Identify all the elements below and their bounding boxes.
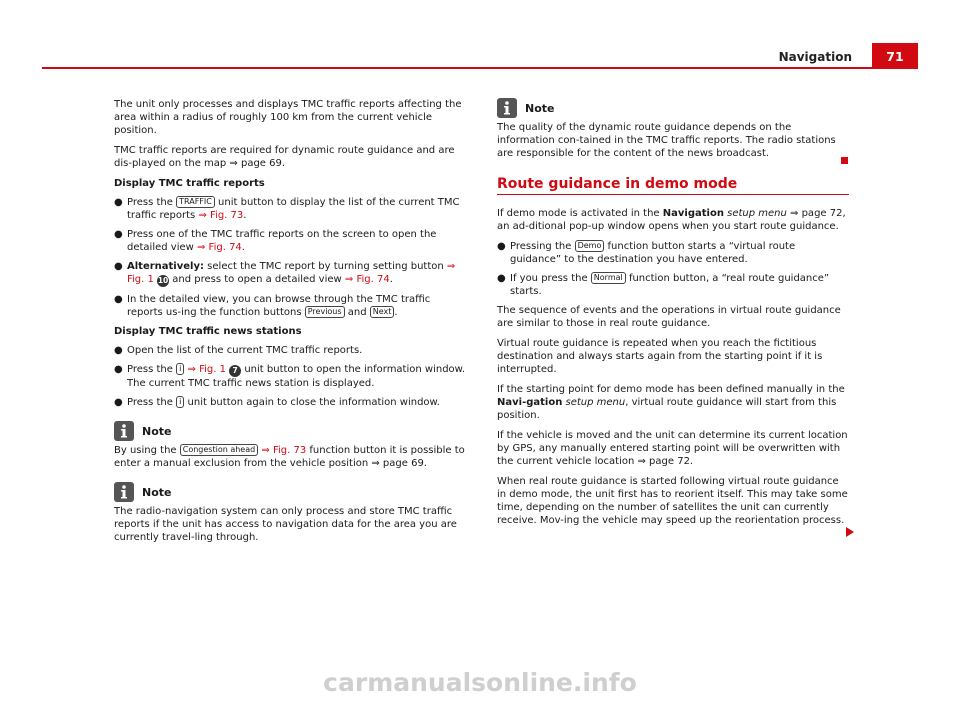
bullet-icon: ● — [114, 229, 123, 240]
header-title: Navigation — [778, 50, 852, 64]
bullet-icon: ● — [114, 197, 123, 208]
note-label: Note — [142, 424, 172, 438]
callout-number: 7 — [229, 365, 241, 377]
list-item: ● Pressing the Demo function button starts a “virtual route guidance” to the destination you have entered. — [497, 241, 796, 265]
figure-link[interactable]: ⇒ Fig. 74 — [344, 274, 390, 285]
figure-link[interactable]: ⇒ Fig. 73 — [198, 210, 244, 221]
paragraph: If the vehicle is moved and the unit can determine its current location by GPS, any manually entered starting point will be overwritten with the current vehicle location ⇒ page 72. — [497, 430, 848, 467]
menu-name: Navigation — [662, 208, 724, 219]
traffic-key: TRAFFIC — [176, 196, 215, 208]
bullet-icon: ● — [114, 345, 123, 356]
paragraph: The unit only processes and displays TMC traffic reports affecting the area within a radius of roughly 100 km from the current vehicle position. — [114, 99, 462, 136]
list-item: ● In the detailed view, you can browse through the TMC traffic reports us-ing the function buttons Previous and Next . — [114, 294, 431, 318]
figure-link[interactable]: ⇒ Fig. 1 — [127, 261, 456, 285]
continue-arrow-icon — [845, 527, 855, 537]
paragraph: If demo mode is activated in the Navigation setup menu ⇒ page 72, an ad-ditional pop-up window opens when you start route guidance. — [497, 208, 846, 232]
callout-number: 10 — [157, 276, 169, 285]
info-key: i — [176, 396, 184, 408]
list-item: ● Open the list of the current TMC traffic reports. — [114, 345, 363, 356]
note-header — [114, 482, 466, 502]
section-end-marker — [841, 157, 848, 164]
note-icon — [114, 421, 134, 441]
congestion-ahead-key: Congestion ahead — [180, 444, 258, 456]
section-heading: Display TMC traffic reports — [114, 178, 265, 189]
bullet-icon: ● — [114, 294, 123, 305]
note-header — [114, 421, 466, 441]
note-label: Note — [142, 485, 172, 499]
note-icon — [497, 98, 517, 118]
menu-name: Navi-gation — [497, 397, 563, 408]
list-item: ● Press the TRAFFIC unit button to display the list of the current TMC traffic reports ⇒ Fig. 73. — [114, 197, 460, 221]
paragraph: The sequence of events and the operations in virtual route guidance are similar to those in real route guidance. — [497, 305, 841, 329]
note-text: The quality of the dynamic route guidance depends on the information con-tained in the TMC traffic reports. The radio stations are responsible for the content of the news broadcast. — [497, 122, 836, 159]
figure-link[interactable]: ⇒ Fig. 74 — [197, 242, 242, 253]
next-key: Next — [370, 306, 395, 318]
note-text: By using the Congestion ahead ⇒ Fig. 73 function button it is possible to enter a manual exclusion from the vehicle position ⇒ page 69. — [114, 445, 465, 469]
bullet-icon: ● — [114, 364, 123, 375]
figure-link[interactable]: ⇒ Fig. 1 — [187, 364, 226, 375]
paragraph: TMC traffic reports are required for dynamic route guidance and are dis-played on the map ⇒ page 69. — [114, 145, 455, 169]
bullet-icon: ● — [114, 397, 123, 408]
paragraph: Virtual route guidance is repeated when you reach the fictitious destination and always starts again from the starting point if it is interrupted. — [497, 338, 823, 375]
list-item: ● Press the i ⇒ Fig. 1 7 unit button to open the information window. The current TMC traffic news station is displayed. — [114, 364, 466, 389]
header-rule — [42, 67, 918, 69]
list-item: ● Press the i unit button again to close the information window. — [114, 397, 440, 408]
section-heading: Display TMC traffic news stations — [114, 326, 302, 337]
section-title: Route guidance in demo mode — [497, 178, 849, 195]
left-column — [114, 98, 466, 551]
alternatively-label: Alternatively: — [127, 261, 204, 272]
bullet-icon: ● — [114, 261, 123, 272]
watermark: carmanualsonline.info — [323, 668, 637, 697]
note-text: The radio-navigation system can only process and store TMC traffic reports if the unit has access to navigation data for the area you are currently travel-ling through. — [114, 506, 457, 543]
bullet-icon: ● — [497, 241, 506, 252]
paragraph: If the starting point for demo mode has been defined manually in the Navi-gation setup menu, virtual route guidance will start from this position. — [497, 384, 845, 421]
page-number-badge: 71 — [872, 43, 918, 69]
list-item: ● Alternatively: select the TMC report by turning setting button ⇒ Fig. 1 10 and press to open a detailed view ⇒ Fig. 74. — [114, 261, 456, 285]
figure-link[interactable]: ⇒ Fig. 73 — [261, 445, 307, 456]
bullet-icon: ● — [497, 273, 506, 284]
demo-key: Demo — [575, 240, 605, 252]
right-column — [497, 98, 849, 534]
paragraph: When real route guidance is started following virtual route guidance in demo mode, the unit first has to reorient itself. This may take some time, depending on the number of satellites the unit can currently receive. Mov-ing the vehicle may speed up the reorientation process. — [497, 476, 848, 526]
note-label: Note — [525, 101, 555, 115]
info-key: i — [176, 363, 184, 375]
previous-key: Previous — [305, 306, 345, 318]
list-item: ● Press one of the TMC traffic reports on the screen to open the detailed view ⇒ Fig. 74. — [114, 229, 437, 253]
note-header — [497, 98, 849, 118]
list-item: ● If you press the Normal function button, a “real route guidance” starts. — [497, 273, 830, 297]
normal-key: Normal — [591, 272, 626, 284]
note-icon — [114, 482, 134, 502]
